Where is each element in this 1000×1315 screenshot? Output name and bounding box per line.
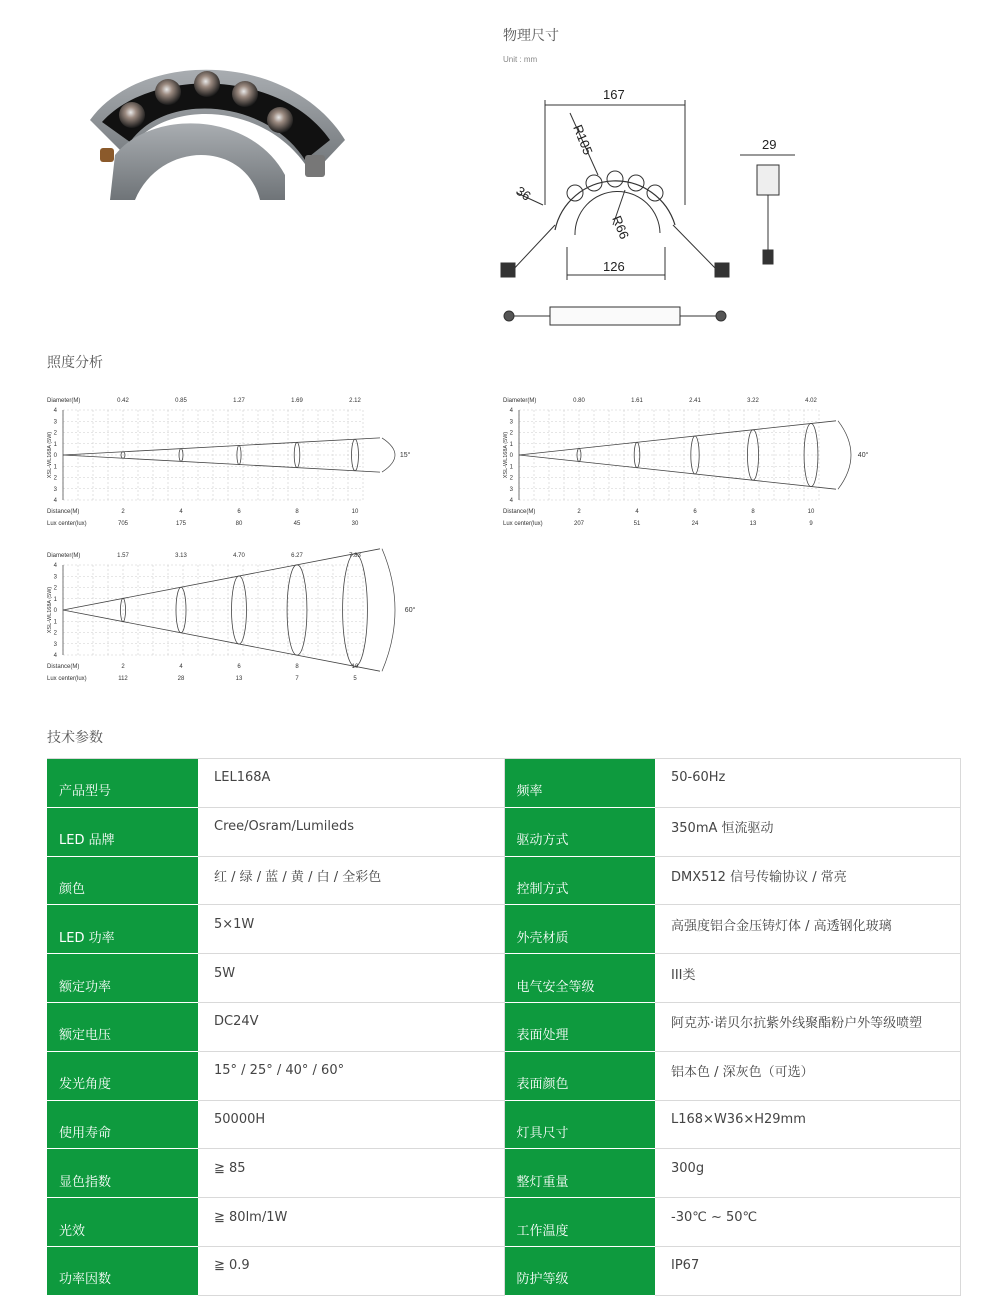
y-tick-label: 3	[53, 486, 57, 493]
lux-value: 9	[809, 521, 813, 527]
distance-value: 8	[751, 509, 755, 515]
y-tick-label: 4	[53, 408, 57, 414]
spec-label: 工作温度	[504, 1198, 655, 1247]
lux-value: 7	[295, 676, 299, 682]
lux-value: 80	[235, 521, 243, 527]
diameter-value: 1.57	[117, 553, 129, 559]
y-tick-label: 4	[509, 498, 513, 504]
diameter-value: 0.80	[573, 398, 585, 404]
beam-angle-label: 60°	[404, 607, 416, 614]
spec-row	[47, 1100, 960, 1149]
lux-value: 705	[117, 521, 129, 527]
diameter-value: 2.41	[689, 398, 701, 404]
y-tick-label: 3	[53, 419, 57, 426]
spec-label: 使用寿命	[47, 1100, 198, 1149]
diameter-value: 7.83	[349, 553, 361, 559]
distance-value: 8	[295, 664, 299, 670]
spec-label: 外壳材质	[504, 905, 655, 954]
lux-value: 30	[351, 521, 359, 527]
spec-row	[47, 954, 960, 1003]
lux-value: 51	[633, 521, 641, 527]
dim-length-label: 167	[603, 87, 625, 102]
spec-value: 5×1W	[198, 905, 504, 954]
spec-value: ≧ 85	[198, 1149, 504, 1198]
specs-table	[47, 758, 961, 1296]
dim-outer-radius-label: R105	[570, 122, 596, 157]
diameter-value: 1.27	[233, 398, 245, 404]
spec-label: 额定电压	[47, 1002, 198, 1051]
y-tick-label: 4	[509, 408, 513, 414]
y-tick-label: 3	[509, 486, 513, 493]
beam-chart-60	[45, 548, 465, 693]
diameter-value: 0.85	[175, 398, 187, 404]
distance-value: 2	[121, 664, 125, 670]
spec-label: 产品型号	[47, 759, 198, 808]
lux-value: 28	[177, 676, 185, 682]
spec-row	[47, 1198, 960, 1247]
specs-title: 技术参数	[47, 730, 103, 746]
distance-value: 2	[121, 509, 125, 515]
spec-label: 发光角度	[47, 1051, 198, 1100]
y-tick-label: 3	[53, 641, 57, 648]
y-tick-label: 2	[53, 630, 57, 637]
lux-value: 112	[118, 676, 128, 682]
spec-row	[47, 807, 960, 856]
y-tick-label: 4	[53, 498, 57, 504]
illuminance-title: 照度分析	[47, 355, 103, 371]
spec-label: 表面颜色	[504, 1051, 655, 1100]
y-tick-label: 2	[53, 475, 57, 482]
distance-value: 8	[295, 509, 299, 515]
y-tick-label: 0	[53, 608, 57, 614]
y-tick-label: 0	[509, 453, 513, 459]
distance-value: 10	[351, 509, 359, 515]
lux-axis-label: Lux center(lux)	[47, 521, 87, 527]
y-tick-label: 4	[53, 563, 57, 569]
product-photo	[80, 60, 360, 210]
diameter-axis-label: Diameter(M)	[47, 553, 81, 559]
spec-value: L168×W36×H29mm	[655, 1100, 960, 1149]
distance-value: 6	[693, 509, 697, 515]
spec-value: 5W	[198, 954, 504, 1003]
spec-label: 颜色	[47, 856, 198, 905]
dim-inner-radius-label: R66	[609, 213, 633, 242]
diameter-axis-label: Diameter(M)	[47, 398, 81, 404]
spec-label: 表面处理	[504, 1002, 655, 1051]
distance-axis-label: Distance(M)	[503, 509, 536, 515]
spec-label: 额定功率	[47, 954, 198, 1003]
spec-value: DC24V	[198, 1002, 504, 1051]
spec-value: 50-60Hz	[655, 759, 960, 808]
spec-row	[47, 1246, 960, 1295]
spec-value: 高强度铝合金压铸灯体 / 高透钢化玻璃	[655, 905, 960, 954]
diameter-value: 6.27	[291, 553, 303, 559]
spec-row	[47, 1002, 960, 1051]
diameter-value: 4.02	[805, 398, 817, 404]
spec-row	[47, 905, 960, 954]
distance-axis-label: Distance(M)	[47, 664, 80, 670]
y-tick-label: 1	[53, 619, 57, 626]
diameter-value: 1.61	[631, 398, 643, 404]
distance-axis-label: Distance(M)	[47, 509, 80, 515]
spec-value: 阿克苏·诺贝尔抗紫外线聚酯粉户外等级喷塑	[655, 1002, 960, 1051]
diameter-value: 4.70	[233, 553, 245, 559]
y-tick-label: 2	[53, 585, 57, 592]
distance-value: 4	[179, 509, 183, 515]
distance-value: 6	[237, 664, 241, 670]
spec-label: LED 功率	[47, 905, 198, 954]
y-tick-label: 1	[53, 464, 57, 471]
dimensions-title: 物理尺寸	[503, 28, 559, 44]
spec-value: 50000H	[198, 1100, 504, 1149]
y-tick-label: 3	[53, 574, 57, 581]
spec-row	[47, 1051, 960, 1100]
distance-value: 10	[807, 509, 815, 515]
y-tick-label: 1	[509, 441, 513, 448]
y-tick-label: 2	[509, 430, 513, 437]
y-tick-label: 0	[53, 453, 57, 459]
spec-value: 铝本色 / 深灰色（可选）	[655, 1051, 960, 1100]
distance-value: 6	[237, 509, 241, 515]
spec-value: Cree/Osram/Lumileds	[198, 807, 504, 856]
model-label: XSL-WL168A (5W)	[47, 586, 53, 634]
diameter-value: 2.12	[349, 398, 361, 404]
beam-chart-40	[501, 393, 921, 538]
y-tick-label: 4	[53, 653, 57, 659]
distance-value: 2	[577, 509, 581, 515]
beam-chart-15	[45, 393, 465, 538]
spec-value: 红 / 绿 / 蓝 / 黄 / 白 / 全彩色	[198, 856, 504, 905]
spec-label: 驱动方式	[504, 807, 655, 856]
y-tick-label: 3	[509, 419, 513, 426]
dimensions-unit: Unit : mm	[503, 55, 538, 64]
lux-value: 5	[353, 676, 357, 682]
diameter-value: 0.42	[117, 398, 129, 404]
spec-label: LED 品牌	[47, 807, 198, 856]
y-tick-label: 1	[509, 464, 513, 471]
lux-value: 13	[235, 676, 243, 682]
spec-label: 整灯重量	[504, 1149, 655, 1198]
y-tick-label: 2	[53, 430, 57, 437]
spec-value: 350mA 恒流驱动	[655, 807, 960, 856]
spec-value: 15° / 25° / 40° / 60°	[198, 1051, 504, 1100]
lux-axis-label: Lux center(lux)	[47, 676, 87, 682]
lux-value: 207	[573, 521, 585, 527]
lux-value: 13	[749, 521, 757, 527]
lux-axis-label: Lux center(lux)	[503, 521, 543, 527]
spec-value: ≧ 80lm/1W	[198, 1198, 504, 1247]
distance-value: 10	[351, 664, 359, 670]
dim-width-label: 36	[513, 183, 534, 204]
distance-value: 4	[179, 664, 183, 670]
spec-label: 光效	[47, 1198, 198, 1247]
spec-row	[47, 759, 960, 808]
spec-row	[47, 856, 960, 905]
spec-label: 控制方式	[504, 856, 655, 905]
spec-label: 电气安全等级	[504, 954, 655, 1003]
lux-value: 24	[691, 521, 699, 527]
spec-value: -30℃ ~ 50℃	[655, 1198, 960, 1247]
lux-value: 175	[175, 521, 187, 527]
dim-span-label: 126	[603, 259, 625, 274]
beam-angle-label: 15°	[399, 452, 411, 459]
diameter-value: 3.13	[175, 553, 187, 559]
y-tick-label: 2	[509, 475, 513, 482]
beam-angle-label: 40°	[857, 452, 869, 459]
spec-value: LEL168A	[198, 759, 504, 808]
y-tick-label: 1	[53, 441, 57, 448]
diameter-value: 3.22	[747, 398, 759, 404]
spec-label: 灯具尺寸	[504, 1100, 655, 1149]
spec-row	[47, 1149, 960, 1198]
y-tick-label: 1	[53, 596, 57, 603]
dim-height-label: 29	[762, 137, 777, 152]
spec-label: 功率因数	[47, 1246, 198, 1295]
distance-value: 4	[635, 509, 639, 515]
diameter-value: 1.69	[291, 398, 303, 404]
dimension-drawing	[495, 75, 815, 340]
lux-value: 45	[293, 521, 301, 527]
spec-value: IP67	[655, 1246, 960, 1295]
spec-label: 频率	[504, 759, 655, 808]
spec-label: 显色指数	[47, 1149, 198, 1198]
model-label: XSL-WL168A (5W)	[503, 431, 509, 479]
spec-value: III类	[655, 954, 960, 1003]
diameter-axis-label: Diameter(M)	[503, 398, 537, 404]
spec-value: ≧ 0.9	[198, 1246, 504, 1295]
model-label: XSL-WL168A (5W)	[47, 431, 53, 479]
spec-value: DMX512 信号传输协议 / 常亮	[655, 856, 960, 905]
spec-label: 防护等级	[504, 1246, 655, 1295]
spec-value: 300g	[655, 1149, 960, 1198]
